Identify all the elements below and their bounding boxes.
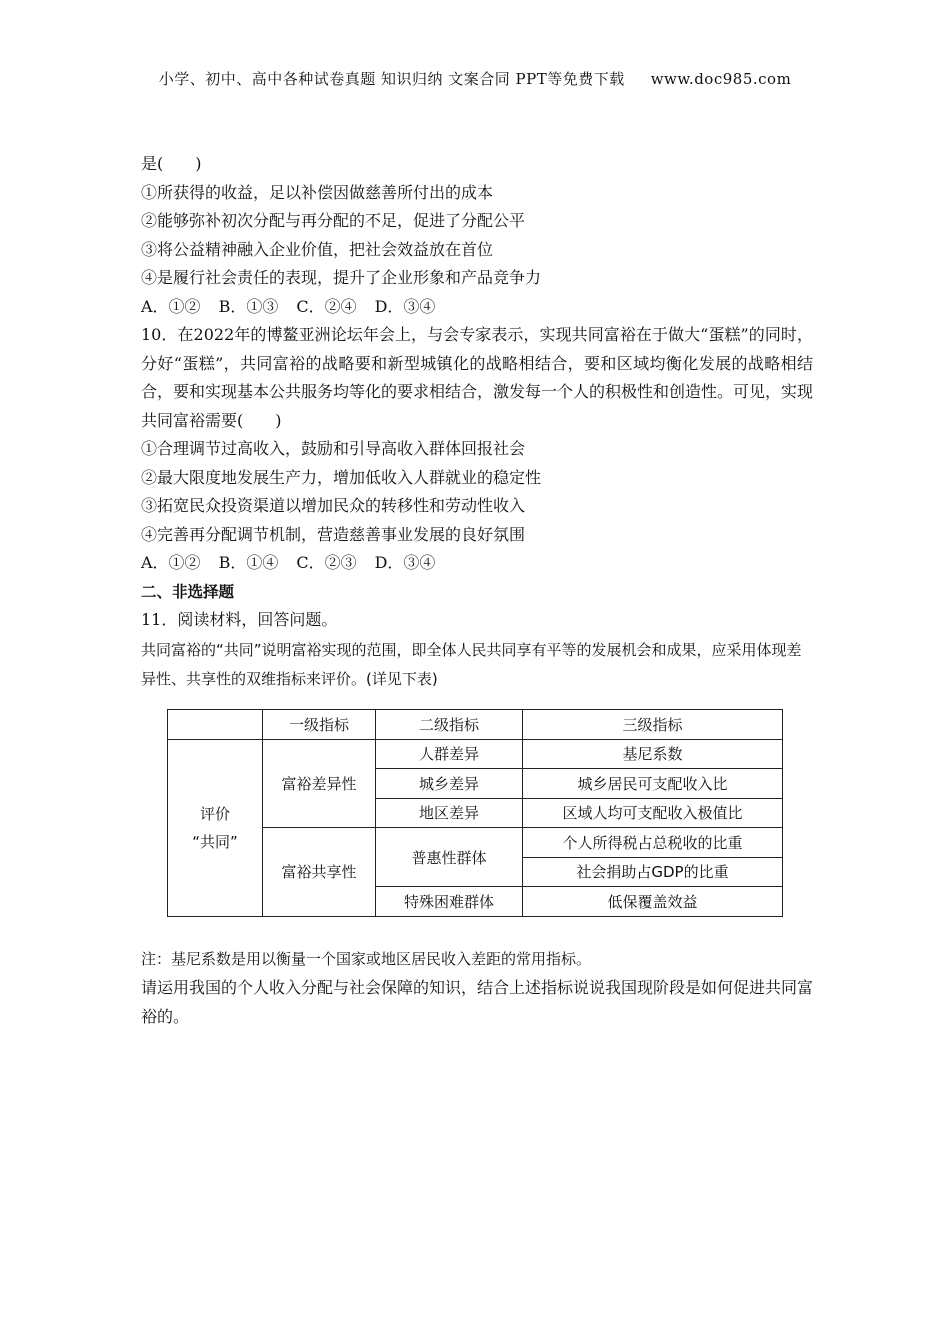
row-label-line1: 评价 [199, 804, 230, 823]
level3-cell: 基尼系数 [523, 739, 783, 769]
q11-question: 请运用我国的个人收入分配与社会保障的知识，结合上述指标说说我国现阶段是如何促进共同富裕的。 [141, 978, 814, 1026]
q9-option-1: ①所获得的收益，足以补偿因做慈善所付出的成本 [141, 182, 494, 202]
q10-option-4: ④完善再分配调节机制，营造慈善事业发展的良好氛围 [141, 524, 526, 544]
q10-answer-d: D．③④ [374, 553, 436, 572]
table-row [168, 710, 783, 740]
q9-stem-tail: 是( ) [141, 154, 202, 173]
level2-cell: 城乡差异 [376, 769, 523, 799]
q9-answer-a: A．①② [141, 296, 201, 316]
q9-answer-d: D．③④ [374, 296, 436, 316]
row-label-line2: “共同” [192, 832, 238, 851]
q10-answer-c: C．②③ [296, 553, 357, 572]
q10-option-3: ③拓宽民众投资渠道以增加民众的转移性和劳动性收入 [141, 496, 526, 515]
table-header-level2: 二级指标 [376, 710, 523, 740]
header-text: 小学、初中、高中各种试卷真题 知识归纳 文案合同 PPT等免费下载 [158, 70, 625, 88]
q9-answer-c: C．②④ [296, 296, 357, 316]
level3-cell: 个人所得税占总税收的比重 [523, 828, 783, 858]
header-url[interactable]: www.doc985.com [650, 70, 792, 88]
table-corner-cell [168, 710, 263, 740]
q9-option-2: ②能够弥补初次分配与再分配的不足，促进了分配公平 [141, 211, 526, 230]
q9-answers [141, 293, 813, 322]
level3-cell: 城乡居民可支配收入比 [523, 769, 783, 799]
table-row [168, 739, 783, 769]
group-difference: 富裕差异性 [263, 739, 376, 828]
q10-option-2: ②最大限度地发展生产力，增加低收入人群就业的稳定性 [141, 467, 542, 487]
section-title: 二、非选择题 [141, 582, 235, 601]
page-header [0, 68, 950, 89]
indicator-table [167, 709, 783, 917]
q10-answers [141, 549, 813, 578]
level2-cell: 人群差异 [376, 739, 523, 769]
table-note: 注：基尼系数是用以衡量一个国家或地区居民收入差距的常用指标。 [141, 950, 592, 968]
q9-option-4: ④是履行社会责任的表现，提升了企业形象和产品竞争力 [141, 268, 542, 287]
q10-option-1: ①合理调节过高收入，鼓励和引导高收入群体回报社会 [141, 439, 526, 458]
q10-stem: 10．在2022年的博鳌亚洲论坛年会上，与会专家表示，实现共同富裕在于做大“蛋糕”的同时，分好“蛋糕”，共同富裕的战略要和新型城镇化的战略相结合，要和区域均衡化发展的战略相结合，要和实现基本公共服务均等化的要求相结合，激发每一个人的积极性和创造性。可见，实现共同富裕需要( ) [141, 325, 814, 430]
q9-answer-b: B．①③ [218, 296, 279, 316]
level2-cell: 特殊困难群体 [376, 887, 523, 917]
q9-option-3: ③将公益精神融入企业价值，把社会效益放在首位 [141, 239, 494, 259]
group-sharing: 富裕共享性 [263, 828, 376, 917]
q10-answer-a: A．①② [141, 553, 201, 572]
level3-cell: 社会捐助占GDP的比重 [523, 857, 783, 887]
table-header-level1: 一级指标 [263, 710, 376, 740]
q11-stem: 11．阅读材料，回答问题。 [141, 610, 338, 629]
table-row-label [168, 739, 263, 916]
q10-answer-b: B．①④ [218, 553, 279, 572]
main-content [141, 150, 813, 694]
level3-cell: 区域人均可支配收入极值比 [523, 798, 783, 828]
q11-material: 共同富裕的“共同”说明富裕实现的范围，即全体人民共同享有平等的发展机会和成果，应采用体现差异性、共享性的双维指标来评价。(详见下表) [141, 640, 802, 688]
level3-cell: 低保覆盖效益 [523, 887, 783, 917]
level2-cell: 地区差异 [376, 798, 523, 828]
table-header-level3: 三级指标 [523, 710, 783, 740]
level2-cell: 普惠性群体 [376, 828, 523, 887]
